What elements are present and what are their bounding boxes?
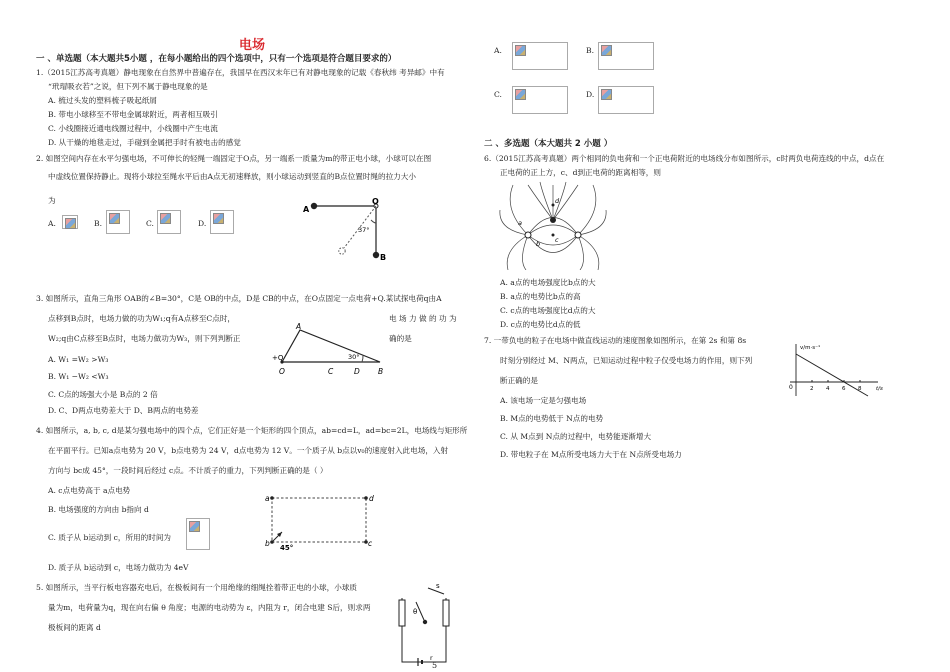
q5-option-d-label: D. [586, 90, 595, 99]
q7-option-c: C. 从 M点到 N点的过程中，电势能逐渐增大 [500, 432, 652, 441]
q2-ball-a [311, 203, 317, 209]
q5-capacitor-figure [392, 578, 456, 672]
q7-tick-label-2: 2 [810, 386, 814, 392]
section-multi-choice-header: 二 、多选题（本大题共 2 小题 ） [484, 139, 613, 149]
q7-tick-label-6: 6 [842, 386, 846, 392]
q2-label-a: A [303, 205, 310, 214]
q4-point-a [270, 496, 274, 500]
q3-label-d: D [354, 367, 360, 376]
q2-ball-equilibrium [339, 248, 345, 254]
q6-label-d: d [555, 197, 560, 205]
q5-option-a-label: A. [494, 46, 502, 55]
q3-option-b: B. W₁ −W₂ <W₃ [48, 372, 109, 381]
q4-option-c: C. 质子从 b运动到 c，所用的时间为 [48, 533, 172, 542]
q6-option-b: B. a点的电势比b点的高 [500, 292, 581, 301]
q7-option-d: D. 带电粒子在 M点所受电场力大于在 N点所受电场力 [500, 450, 682, 459]
q5-option-c-formula-image [512, 86, 568, 114]
q7-option-b: B. M点的电势低于 N点的电势 [500, 414, 604, 423]
q7-x-label: t/s [876, 386, 883, 392]
q2-label-o: O [372, 197, 379, 206]
q2-line-1: 2. 如图空间内存在水平匀强电场，不可伸长的轻绳一端固定于O点，另一端系一质量为m的带正电小球，小球可以在图 [36, 154, 432, 163]
page-title: 电场 [239, 38, 266, 53]
q6-label-c: c [555, 236, 559, 244]
q6-field-lines-figure [498, 180, 608, 270]
q2-option-c-formula-image [157, 210, 181, 234]
q3-label-a: A [296, 322, 302, 331]
q5-option-a-formula-image [512, 42, 568, 70]
q4-label-b: b [265, 539, 270, 548]
q4-rectangle [272, 498, 366, 542]
q5-option-c-label: C. [494, 90, 502, 99]
q4-line-2: 在平面平行。已知a点电势为 20 V，b点电势为 24 V，d点电势为 12 V。一个质子从 b点以v₀的速度射入此电场，入射 [48, 446, 449, 455]
q4-label-c: c [368, 539, 373, 548]
q2-label-b: B [380, 253, 387, 262]
q5-circuit-wire [402, 598, 446, 662]
q6-positive-charge [550, 217, 556, 223]
q1-option-d: D. 从干燥的地毯走过，手碰到金属把手时有被电击的感觉 [48, 138, 241, 147]
q7-line-3: 断正确的是 [500, 376, 538, 385]
q2-pendulum-figure [300, 196, 400, 268]
q5-r-label: r [430, 654, 433, 662]
q1-option-c: C. 小线圈接近通电线圈过程中，小线圈中产生电流 [48, 124, 218, 133]
q5-right-plate [443, 600, 449, 626]
q3-label-q: +Q [272, 354, 284, 362]
q3-option-a: A. W₁ =W₂ >W₃ [48, 355, 109, 364]
section-single-choice-header: 一 、单选题（本大题共5小题 ，在每小题给出的四个选项中，只有一个选项是符合题目要求的） [36, 54, 397, 64]
q5-option-b-label: B. [586, 46, 594, 55]
q5-line-3: 极板间的距离 d [48, 623, 101, 632]
q7-tick-label-4: 4 [826, 386, 830, 392]
q5-left-plate [399, 600, 405, 626]
q2-option-b-formula-image [106, 210, 130, 234]
q5-ball [423, 620, 427, 624]
q3-triangle [282, 330, 380, 362]
q7-line-2: 时刻分别经过 M、N两点，已知运动过程中粒子仅受电场力的作用，则下列 [500, 356, 753, 365]
q6-option-c: C. c点的电场强度比d点的大 [500, 306, 596, 315]
q3-label-o: O [279, 367, 285, 376]
q4-option-c-formula-image [186, 518, 210, 550]
q2-option-d-formula-image [210, 210, 234, 234]
q3-line-2-tail: 电 场 力 做 的 功 为 [389, 314, 457, 323]
q1-line-1: 1.（2015江苏高考真题）静电现象在自然界中普遍存在，我国早在西汉末年已有对静电现象的记载《春秋纬 考异邮》中有 [36, 68, 445, 77]
q4-label-d: d [369, 494, 374, 503]
q6-option-d: D. c点的电势比d点的低 [500, 320, 581, 329]
q4-option-a: A. c点电势高于 a点电势 [48, 486, 131, 495]
q3-option-d: D. C、D两点电势差大于 D、B两点的电势差 [48, 406, 199, 415]
q2-option-c-label: C. [146, 219, 154, 228]
q3-label-c: C [328, 367, 334, 376]
q4-point-d [364, 496, 368, 500]
q4-option-b: B. 电场强度的方向由 b指向 d [48, 505, 149, 514]
q2-option-a-formula-image [62, 215, 78, 229]
q2-option-d-label: D. [198, 219, 207, 228]
q3-angle-arc [362, 355, 363, 362]
q4-line-1: 4. 如图所示，a, b, c, d是某匀强电场中的四个点，它们正好是一个矩形的四个顶点，ab=cd=L，ad=bc=2L，电场线与矩形所 [36, 426, 468, 435]
q3-angle-label: 30° [348, 353, 360, 361]
q7-option-a: A. 该电场一定是匀强电场 [500, 396, 587, 405]
q6-negative-charge-right [575, 232, 581, 238]
q2-angle-arc [371, 220, 376, 223]
q6-field-lines [500, 182, 606, 270]
q3-line-3-tail: 确的是 [389, 334, 412, 343]
q3-option-c: C. C点的场强大小是 B点的 2 倍 [48, 390, 158, 399]
q7-y-label: v/m·s⁻¹ [800, 345, 821, 351]
q6-line-2: 正电荷的正上方，c、d到正电荷的距离相等，则 [500, 168, 661, 177]
q7-line-1: 7. 一带负电的粒子在电场中做直线运动的速度图象如图所示，在第 2s 和第 8s [484, 336, 747, 345]
q1-option-b: B. 带电小球移至不带电金属球附近，两者相互吸引 [48, 110, 218, 119]
q5-theta-label: θ [413, 608, 418, 616]
q3-line-1: 3. 如图所示，直角三角形 OAB的∠B=30°，C是 OB的中点，D是 CB的中点，在O点固定一点电荷+Q.某试探电荷q由A [36, 294, 442, 303]
q5-line-2: 量为m，电荷量为q，现在向右偏 θ 角度；电源的电动势为 ε，内阻为 r，闭合电建 S后，则求两 [48, 603, 371, 612]
q3-line-3: W₂;q由C点移至B点时，电场力做功为W₃，则下列判断正 [48, 334, 241, 343]
q5-switch-label: s [436, 582, 440, 590]
q3-line-2: 点移到B点时，电场力做的功为W₁;q有A点移至C点时， [48, 314, 236, 323]
q2-angle-label: 37° [358, 226, 370, 234]
q2-option-a-label: A. [48, 219, 56, 228]
q6-label-a: a [518, 219, 522, 227]
q4-line-3: 方向与 bc成 45°，一段时间后经过 c点。不计质子的重力，下列判断正确的是（ ） [48, 466, 328, 475]
q7-tick-label-8: 8 [858, 386, 862, 392]
q1-line-2: “玳瑁吸衣若”之说，但下列不属于静电现象的是 [48, 82, 208, 91]
q6-option-a: A. a点的电场强度比b点的大 [500, 278, 596, 287]
q3-triangle-figure [272, 322, 388, 378]
q4-option-d: D. 质子从 b运动到 c，电场力做功为 4eV [48, 563, 189, 572]
q3-label-b: B [378, 367, 384, 376]
q5-option-d-formula-image [598, 86, 654, 114]
q4-rectangle-figure [262, 490, 374, 554]
q4-label-a: a [265, 494, 270, 503]
q2-option-b-label: B. [94, 219, 102, 228]
q4-angle-label: 45° [280, 544, 294, 552]
q5-option-b-formula-image [598, 42, 654, 70]
q6-label-b: b [536, 240, 541, 248]
page-number: 5 [432, 661, 438, 670]
q2-line-2: 中虚线位置保持静止。现将小球拉至绳水平后由A点无初速释放，则小球运动到竖直的B点位置时绳的拉力大小 [48, 172, 416, 181]
q2-line-3: 为 [48, 196, 56, 205]
q7-velocity-graph [786, 340, 896, 402]
q2-ball-b [373, 252, 379, 258]
q1-option-a: A. 梳过头发的塑料梳子吸起纸屑 [48, 96, 158, 105]
q5-line-1: 5. 如图所示，当平行板电容器充电后，在极板间有一个用绝缘的细绳拴着带正电的小球，小球质 [36, 583, 357, 592]
q7-origin-label: 0 [789, 384, 793, 391]
q6-negative-charge-left [525, 232, 531, 238]
q6-line-1: 6.（2015江苏高考真题）两个相同的负电荷和一个正电荷附近的电场线分布如图所示，c时两负电荷连线的中点，d点在 [484, 154, 885, 163]
